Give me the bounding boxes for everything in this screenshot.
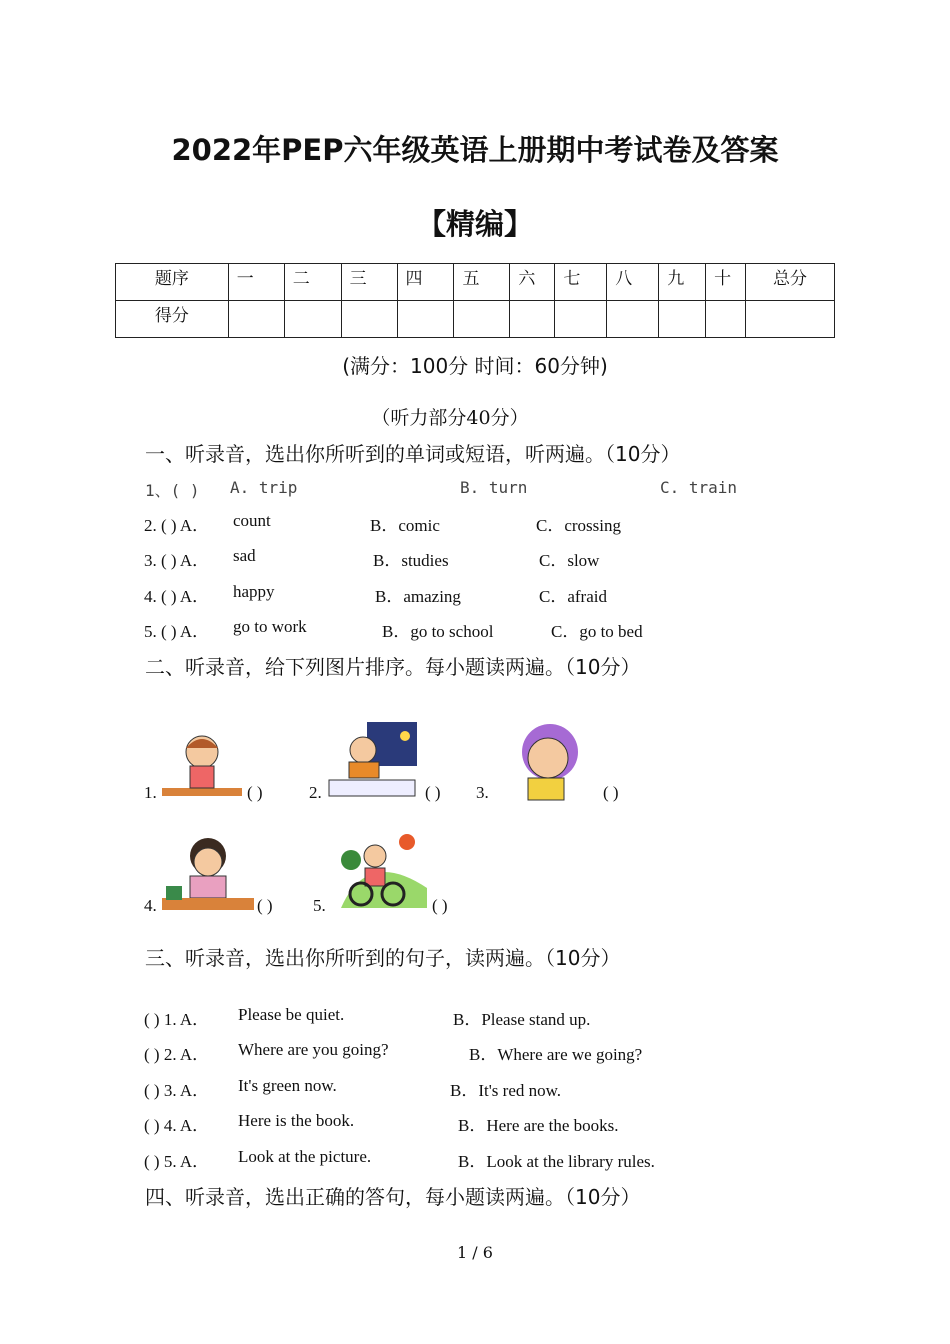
woman-at-desk-picture [160, 836, 255, 914]
section-3-heading: 三、听录音，选出你所听到的句子，读两遍。（10分） [145, 946, 621, 970]
s3-q2-option-b: B．Where are we going? [469, 1045, 643, 1064]
s3-q4-option-b: B．Here are the books. [458, 1116, 619, 1135]
page-title: 2022年PEP六年级英语上册期中考试卷及答案 [171, 133, 779, 167]
table-cell: 总分 [746, 264, 835, 301]
s3-q1-number: ( ) 1. A． [144, 1010, 210, 1029]
answer-paren-5[interactable]: ( ) [432, 896, 448, 915]
score-input-cell[interactable] [284, 301, 341, 338]
s3-q3-number: ( ) 3. A． [144, 1081, 210, 1100]
q5-number: 5. ( ) A． [144, 622, 210, 641]
q4-number: 4. ( ) A． [144, 587, 210, 606]
table-cell: 一 [228, 264, 284, 301]
boy-riding-bike-picture [337, 828, 432, 914]
score-input-cell[interactable] [706, 301, 746, 338]
q2-number: 2. ( ) A． [144, 516, 210, 535]
s3-q2-number: ( ) 2. A． [144, 1045, 210, 1064]
page-subtitle: 【精编】 [416, 207, 533, 241]
s3-q5-number: ( ) 5. A． [144, 1152, 210, 1171]
q1-option-a: A. trip [230, 478, 298, 497]
score-input-cell[interactable] [341, 301, 397, 338]
score-input-cell[interactable] [746, 301, 835, 338]
q1-option-c: C. train [660, 478, 738, 497]
section-1-heading: 一、听录音，选出你所听到的单词或短语，听两遍。（10分） [145, 442, 681, 466]
score-table-score-row [116, 301, 835, 338]
section-4-heading: 四、听录音，选出正确的答句，每小题读两遍。（10分） [145, 1185, 641, 1209]
score-table [115, 263, 835, 338]
listening-part-label: （听力部分40分） [371, 407, 529, 429]
table-cell: 十 [706, 264, 746, 301]
pic-label-5: 5. [313, 896, 326, 915]
q2-option-b: B．comic [370, 516, 440, 535]
score-input-cell[interactable] [397, 301, 454, 338]
pic-label-4: 4. [144, 896, 157, 915]
q4-option-b: B．amazing [375, 587, 461, 606]
s3-q3-option-a: It's green now. [238, 1076, 337, 1095]
section-2-heading: 二、听录音，给下列图片排序。每小题读两遍。（10分） [145, 655, 641, 679]
answer-paren-2[interactable]: ( ) [425, 783, 441, 802]
q1-number: 1、( ) [145, 481, 200, 500]
table-cell: 二 [284, 264, 341, 301]
s3-q1-option-b: B．Please stand up. [453, 1010, 591, 1029]
q2-option-c: C．crossing [536, 516, 621, 535]
table-cell: 七 [555, 264, 607, 301]
table-cell: 五 [454, 264, 510, 301]
pic-label-2: 2. [309, 783, 322, 802]
boy-reading-at-night-picture [325, 720, 420, 802]
table-cell: 四 [397, 264, 454, 301]
score-input-cell[interactable] [607, 301, 659, 338]
score-input-cell[interactable] [510, 301, 555, 338]
q4-option-a: happy [233, 582, 275, 601]
s3-q3-option-b: B．It's red now. [450, 1081, 562, 1100]
pic-label-1: 1. [144, 783, 157, 802]
q1-option-b: B. turn [460, 478, 528, 497]
q3-option-c: C．slow [539, 551, 600, 570]
exam-info: (满分：100分 时间：60分钟) [342, 354, 608, 378]
s3-q2-option-a: Where are you going? [238, 1040, 389, 1059]
q3-number: 3. ( ) A． [144, 551, 210, 570]
score-input-cell[interactable] [228, 301, 284, 338]
table-cell: 题序 [116, 264, 229, 301]
girl-at-desk-picture [160, 730, 245, 800]
q3-option-b: B．studies [373, 551, 449, 570]
q5-option-c: C．go to bed [551, 622, 643, 641]
score-table-header-row [116, 264, 835, 301]
score-input-cell[interactable] [555, 301, 607, 338]
answer-paren-3[interactable]: ( ) [603, 783, 619, 802]
table-cell: 六 [510, 264, 555, 301]
answer-paren-1[interactable]: ( ) [247, 783, 263, 802]
table-cell: 得分 [116, 301, 229, 338]
girl-brushing-teeth-picture [508, 718, 586, 802]
q4-option-c: C．afraid [539, 587, 607, 606]
table-cell: 八 [607, 264, 659, 301]
s3-q5-option-a: Look at the picture. [238, 1147, 372, 1166]
q3-option-a: sad [233, 546, 256, 565]
page-number: 1 / 6 [457, 1243, 493, 1262]
table-cell: 九 [659, 264, 706, 301]
score-input-cell[interactable] [659, 301, 706, 338]
q5-option-a: go to work [233, 617, 307, 636]
table-cell: 三 [341, 264, 397, 301]
s3-q4-number: ( ) 4. A． [144, 1116, 210, 1135]
q5-option-b: B．go to school [382, 622, 494, 641]
s3-q5-option-b: B．Look at the library rules. [458, 1152, 655, 1171]
score-input-cell[interactable] [454, 301, 510, 338]
pic-label-3: 3. [476, 783, 489, 802]
s3-q4-option-a: Here is the book. [238, 1111, 355, 1130]
s3-q1-option-a: Please be quiet. [238, 1005, 345, 1024]
answer-paren-4[interactable]: ( ) [257, 896, 273, 915]
q2-option-a: count [233, 511, 271, 530]
